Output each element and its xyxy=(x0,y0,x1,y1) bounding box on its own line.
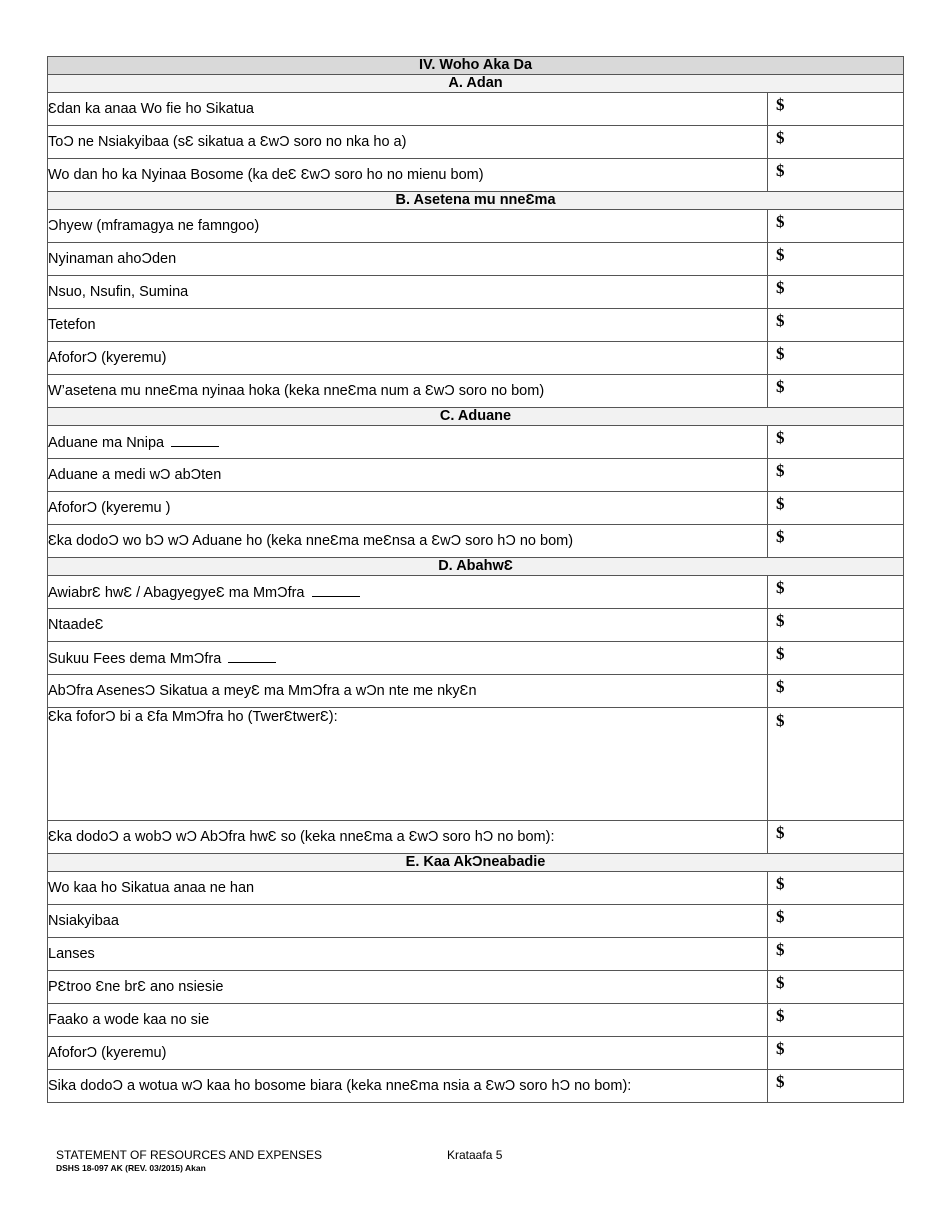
row-label-cell xyxy=(48,426,768,459)
dollar-sign: $ xyxy=(776,128,785,147)
table-row xyxy=(48,1004,904,1037)
table-row xyxy=(48,1037,904,1070)
dollar-sign: $ xyxy=(776,377,785,396)
dollar-sign: $ xyxy=(776,644,785,663)
amount-field[interactable] xyxy=(768,276,904,309)
dollar-sign: $ xyxy=(776,823,785,842)
amount-field[interactable] xyxy=(768,93,904,126)
table-row xyxy=(48,971,904,1004)
row-label: AfoforƆ (kyeremu) xyxy=(48,1037,768,1070)
amount-field[interactable] xyxy=(768,872,904,905)
amount-field[interactable] xyxy=(768,243,904,276)
table-row xyxy=(48,609,904,642)
section-header-row xyxy=(48,75,904,93)
row-label: Ɔhyew (mframagya ne famngoo) xyxy=(48,210,768,243)
amount-field[interactable] xyxy=(768,609,904,642)
row-label: Aduane ma Nnipa xyxy=(48,434,165,451)
row-label: Ɛka dodoƆ wo bƆ wƆ Aduane ho (keka nneƐma meƐnsa a ƐwƆ soro hƆ no bom) xyxy=(48,525,768,558)
table-row xyxy=(48,342,904,375)
table-row xyxy=(48,1070,904,1103)
table-row xyxy=(48,492,904,525)
table-row xyxy=(48,938,904,971)
amount-field[interactable] xyxy=(768,492,904,525)
row-label: AbƆfra AsenesƆ Sikatua a meyƐ ma MmƆfra a wƆn nte me nkyƐn xyxy=(48,675,768,708)
row-label: Nyinaman ahoƆden xyxy=(48,243,768,276)
amount-field[interactable] xyxy=(768,675,904,708)
table-row xyxy=(48,642,904,675)
expenses-form-table xyxy=(47,56,904,1103)
amount-field[interactable] xyxy=(768,905,904,938)
amount-field[interactable] xyxy=(768,426,904,459)
section-header-row xyxy=(48,558,904,576)
amount-field[interactable] xyxy=(768,126,904,159)
dollar-sign: $ xyxy=(776,711,785,730)
amount-field[interactable] xyxy=(768,1070,904,1103)
dollar-sign: $ xyxy=(776,212,785,231)
row-label[interactable]: Ɛka foforƆ bi a Ɛfa MmƆfra ho (TwerƐtwerƐ): xyxy=(48,708,768,821)
dollar-sign: $ xyxy=(776,677,785,696)
table-row xyxy=(48,708,904,821)
section-c-title: C. Aduane xyxy=(48,408,904,426)
amount-field[interactable] xyxy=(768,938,904,971)
table-row xyxy=(48,872,904,905)
table-row xyxy=(48,821,904,854)
row-label: AfoforƆ (kyeremu ) xyxy=(48,492,768,525)
dollar-sign: $ xyxy=(776,95,785,114)
amount-field[interactable] xyxy=(768,642,904,675)
section-header-row xyxy=(48,192,904,210)
dollar-sign: $ xyxy=(776,1072,785,1091)
school-children-count-blank[interactable] xyxy=(228,650,276,663)
row-label: Sukuu Fees dema MmƆfra xyxy=(48,650,222,667)
table-row xyxy=(48,243,904,276)
amount-field[interactable] xyxy=(768,309,904,342)
dollar-sign: $ xyxy=(776,907,785,926)
amount-field[interactable] xyxy=(768,1004,904,1037)
dollar-sign: $ xyxy=(776,344,785,363)
row-label: Lanses xyxy=(48,938,768,971)
footer-title: STATEMENT OF RESOURCES AND EXPENSES xyxy=(56,1148,323,1162)
row-label: AwiabrƐ hwƐ / AbagyegyeƐ ma MmƆfra xyxy=(48,584,305,601)
table-row xyxy=(48,210,904,243)
amount-field[interactable] xyxy=(768,342,904,375)
row-label: Faako a wode kaa no sie xyxy=(48,1004,768,1037)
dollar-sign: $ xyxy=(776,245,785,264)
section-b-title: B. Asetena mu nneƐma xyxy=(48,192,904,210)
children-count-blank[interactable] xyxy=(312,584,360,597)
row-label: AfoforƆ (kyeremu) xyxy=(48,342,768,375)
row-label: Sika dodoƆ a wotua wƆ kaa ho bosome biara (keka nneƐma nsia a ƐwƆ soro hƆ no bom): xyxy=(48,1070,768,1103)
row-label: Tetefon xyxy=(48,309,768,342)
table-row xyxy=(48,126,904,159)
main-title: IV. Woho Aka Da xyxy=(48,57,904,75)
row-label: Ɛka dodoƆ a wobƆ wƆ AbƆfra hwƐ so (keka nneƐma a ƐwƆ soro hƆ no bom): xyxy=(48,821,768,854)
table-row xyxy=(48,905,904,938)
amount-field[interactable] xyxy=(768,1037,904,1070)
page-number: Krataafa 5 xyxy=(447,1148,503,1162)
section-header-row xyxy=(48,854,904,872)
amount-field[interactable] xyxy=(768,971,904,1004)
table-row xyxy=(48,426,904,459)
dollar-sign: $ xyxy=(776,1039,785,1058)
table-row xyxy=(48,525,904,558)
row-label-cell xyxy=(48,576,768,609)
dollar-sign: $ xyxy=(776,940,785,959)
section-header-row xyxy=(48,408,904,426)
amount-field[interactable] xyxy=(768,375,904,408)
dollar-sign: $ xyxy=(776,611,785,630)
amount-field[interactable] xyxy=(768,525,904,558)
row-label: Ɛdan ka anaa Wo fie ho Sikatua xyxy=(48,93,768,126)
row-label: PƐtroo Ɛne brƐ ano nsiesie xyxy=(48,971,768,1004)
row-label: Wo kaa ho Sikatua anaa ne han xyxy=(48,872,768,905)
row-label: W’asetena mu nneƐma nyinaa hoka (keka nneƐma num a ƐwƆ soro no bom) xyxy=(48,375,768,408)
amount-field[interactable] xyxy=(768,576,904,609)
amount-field[interactable] xyxy=(768,708,904,821)
row-label: Nsuo, Nsufin, Sumina xyxy=(48,276,768,309)
table-row xyxy=(48,93,904,126)
dollar-sign: $ xyxy=(776,428,785,447)
amount-field[interactable] xyxy=(768,821,904,854)
row-label: ToƆ ne Nsiakyibaa (sƐ sikatua a ƐwƆ soro no nka ho a) xyxy=(48,126,768,159)
dollar-sign: $ xyxy=(776,578,785,597)
dollar-sign: $ xyxy=(776,527,785,546)
table-row xyxy=(48,159,904,192)
row-label: NtaadeƐ xyxy=(48,609,768,642)
dollar-sign: $ xyxy=(776,278,785,297)
form-code: DSHS 18-097 AK (REV. 03/2015) Akan xyxy=(56,1163,206,1173)
dollar-sign: $ xyxy=(776,461,785,480)
table-row xyxy=(48,276,904,309)
table-row xyxy=(48,459,904,492)
table-row xyxy=(48,675,904,708)
section-e-title: E. Kaa AkƆneabadie xyxy=(48,854,904,872)
footer xyxy=(56,1148,322,1173)
dollar-sign: $ xyxy=(776,494,785,513)
row-label: Nsiakyibaa xyxy=(48,905,768,938)
dollar-sign: $ xyxy=(776,161,785,180)
row-label: Aduane a medi wƆ abƆten xyxy=(48,459,768,492)
section-a-title: A. Adan xyxy=(48,75,904,93)
persons-count-blank[interactable] xyxy=(171,434,219,447)
dollar-sign: $ xyxy=(776,874,785,893)
main-header-row xyxy=(48,57,904,75)
amount-field[interactable] xyxy=(768,159,904,192)
section-d-title: D. AbahwƐ xyxy=(48,558,904,576)
dollar-sign: $ xyxy=(776,1006,785,1025)
amount-field[interactable] xyxy=(768,210,904,243)
amount-field[interactable] xyxy=(768,459,904,492)
row-label-cell xyxy=(48,642,768,675)
table-row xyxy=(48,309,904,342)
dollar-sign: $ xyxy=(776,311,785,330)
table-row xyxy=(48,375,904,408)
row-label: Wo dan ho ka Nyinaa Bosome (ka deƐ ƐwƆ soro ho no mienu bom) xyxy=(48,159,768,192)
table-row xyxy=(48,576,904,609)
dollar-sign: $ xyxy=(776,973,785,992)
